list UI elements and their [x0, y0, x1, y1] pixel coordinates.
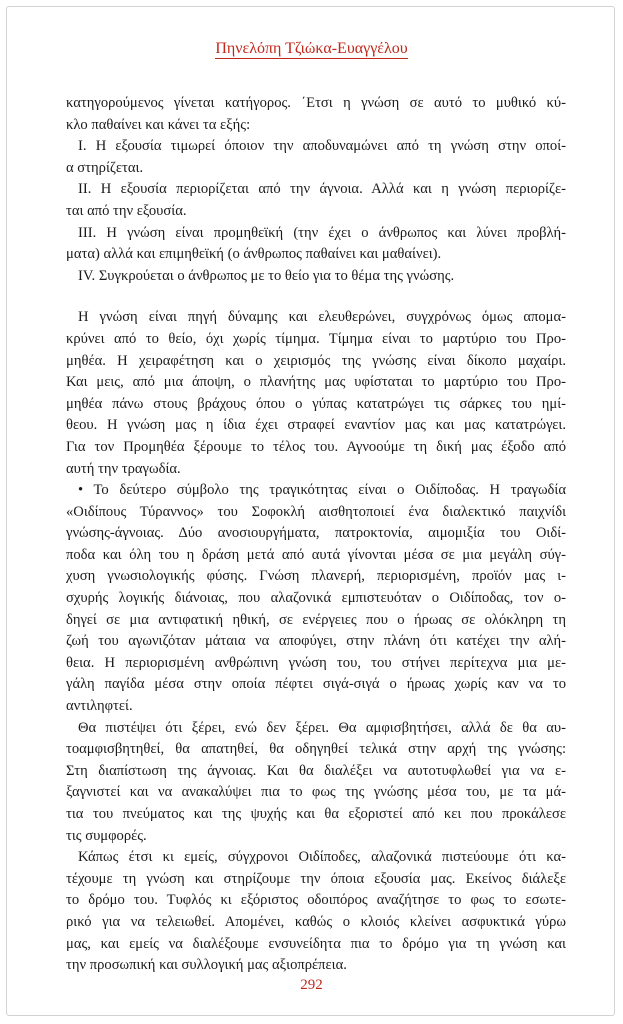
text-line: Η γνώση είναι πηγή δύναμης και ελευθερώνει, συγχρόνως όμως απομα- — [78, 309, 566, 326]
text-line: τοαμφισβητηθεί, θα απατηθεί, θα οδηγηθεί τελικά στην αρχή της γνώσης: — [66, 741, 566, 758]
text-line: ΙV. Συγκρούεται ο άνθρωπος με το θείο για το θέμα της γνώσης. — [78, 267, 455, 284]
text-line: τέχουμε τη γνώση και στηρίζουμε την όποια εξουσία μας. Εκείνος διάλεξε — [66, 870, 566, 887]
text-line: ξαγνιστεί και να ανακαλύψει πια το φως της γνώσης μέσα του, με τα μά- — [66, 784, 566, 801]
text-line: δηγεί σε μια αντιφατική ηθική, σε ενέργειες που ο ήρωας σε ολόκληρη τη — [66, 611, 566, 628]
text-line: ΙΙ. Η εξουσία περιορίζεται από την άγνοια. Αλλά και η γνώση περιορίζε- — [78, 181, 566, 198]
text-line: γάλη παγίδα μέσα στην οποία πέφτει σιγά-σιγά ο ήρωας χωρίς καν να το — [66, 676, 566, 693]
running-header-title: Πηνελόπη Τζιώκα-Ευαγγέλου — [215, 40, 408, 57]
text-line: ματα) αλλά και επιμηθεϊκή (ο άνθρωπος παθαίνει και μαθαίνει). — [66, 246, 442, 263]
text-line: τις συμφορές. — [66, 827, 147, 844]
text-line: χυση γνωσιολογικής φύσης. Γνώση πλανερή, περιορισμένη, προϊόν μας ι- — [66, 568, 566, 585]
text-line: Και μεις, από μια άποψη, ο πλανήτης μας υφίσταται το μαρτύριο του Προ- — [66, 374, 566, 391]
text-line: «Οιδίπους Τύραννος» του Σοφοκλή αισθητοποιεί ένα διαλεκτικό παιχνίδι — [66, 503, 566, 520]
text-line: μηθέα πάνω στους βράχους όπου ο γύπας κατατρώγει τις σάρκες του ημί- — [66, 395, 566, 412]
text-line: κρύνει από το θείο, όχι χωρίς τίμημα. Τίμημα είναι το μαρτύριο του Προ- — [66, 330, 566, 347]
text-line: μας, και εμείς να διαλέξουμε ενσυνείδητα πια το δρόμο για τη γνώση και — [66, 935, 566, 952]
page-number: 292 — [300, 977, 323, 993]
text-line: αντιληφτεί. — [66, 698, 133, 715]
body-text — [66, 93, 566, 977]
text-line: θεου. Η γνώση μας η ίδια έχει στραφεί εναντίον μας και μας κατατρώγει. — [66, 417, 566, 434]
text-line: ρικό για να τελειωθεί. Απομένει, καθώς ο κλοιός κλείνει ασφυκτικά γύρω — [66, 913, 566, 930]
text-line: το δρόμο του. Τυφλός κι εξόριστος οδοιπόρος αναζήτησε το φως το εσωτε- — [66, 892, 566, 909]
text-line: σχυρής λογικής διάνοιας, που αλαζονικά εμπιστευόταν ο Οιδίποδας, τον ο- — [66, 590, 566, 607]
text-line: ποδα και όλη του η δράση μετά από αυτά γίνονται μέσα σε μια μεγάλη σύγ- — [66, 546, 566, 563]
text-line: Ι. Η εξουσία τιμωρεί όποιον την αποδυναμώνει από τη γνώση στην οποί- — [78, 138, 566, 155]
text-line: αυτή την τραγωδία. — [66, 460, 181, 477]
text-line: την προσωπική και συλλογική μας αξιοπρέπεια. — [66, 957, 347, 974]
text-line: ΙΙΙ. Η γνώση είναι προμηθεϊκή (την έχει ο άνθρωπος και λύνει προβλή- — [78, 224, 566, 241]
text-line: κατηγορούμενος γίνεται κατήγορος. ΄Ετσι η γνώση σε αυτό το μυθικό κύ- — [66, 95, 566, 111]
text-line: μηθέα. Η χειραφέτηση και ο χειρισμός της γνώσης είναι δίκοπο μαχαίρι. — [66, 352, 566, 369]
text-line: Κάπως έτσι κι εμείς, σύγχρονοι Οιδίποδες, αλαζονικά πιστεύουμε ότι κα- — [78, 849, 566, 866]
text-line: ται από την εξουσία. — [66, 202, 187, 219]
text-line: κλο παθαίνει και κάνει τα εξής: — [66, 116, 251, 133]
section-gap — [66, 287, 566, 307]
text-line: γνώσης-άγνοιας. Δύο ανοσιουργήματα, πατροκτονία, αιμομιξία του Οιδί- — [66, 525, 566, 542]
paragraph-block-enumeration — [66, 93, 566, 287]
text-line: ζωή του αγωνιζόταν μάταια να αποφύγει, στην πλάνη ότι κατέχει την αλή- — [66, 633, 566, 650]
text-line: τια του πνεύματος και της ψυχής και θα εξοριστεί από κει που προκάλεσε — [66, 806, 566, 822]
text-line: α στηρίζεται. — [66, 159, 144, 176]
running-header — [0, 40, 623, 58]
paragraph-block-commentary — [66, 307, 566, 976]
text-line: • Το δεύτερο σύμβολο της τραγικότητας είναι ο Οιδίποδας. Η τραγωδία — [78, 482, 566, 499]
text-line: Θα πιστέψει ότι ξέρει, ενώ δεν ξέρει. Θα αμφισβητήσει, αλλά δε θα αυ- — [78, 719, 566, 736]
text-line: Στη διαπίστωση της άγνοιας. Και θα διαλέξει να αυτοτυφλωθεί για να ε- — [66, 762, 566, 779]
text-line: θεια. Η περιορισμένη ανθρώπινη γνώση του, του στήνει περίτεχνα μια με- — [66, 654, 566, 671]
text-line: Για τον Προμηθέα ξέρουμε το τέλος του. Αγνοούμε τη δική μας έξοδο από — [66, 438, 566, 455]
